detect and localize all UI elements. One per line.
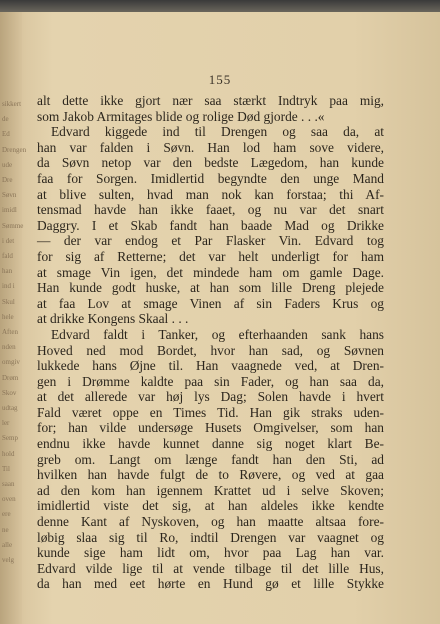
text-line: da han med eet hørte en Hund gø et lille Stykke — [37, 576, 384, 592]
text-line: ad den kom han igennem Krattet ud i selve Skoven; — [37, 482, 384, 498]
text-line: Edvard vilde lige til at vende tilbage til det lille Hus, — [37, 560, 384, 576]
facing-page-fragment: velg — [2, 556, 15, 564]
text-line: for; han vilde undersøge Husets Omgivelser, som han — [37, 420, 384, 436]
facing-page-fragment: alle — [2, 540, 13, 549]
facing-page-fragment: ude — [2, 160, 13, 169]
body-text — [37, 93, 384, 592]
text-line: da Søvn netop var den bedste Lægedom, han kunde — [37, 155, 384, 171]
text-line: Fald været oppe en Times Tid. Han gik straks uden- — [37, 404, 384, 420]
text-line: hvilken han havde fulgt de to Røvere, og ved at gaa — [37, 467, 384, 483]
scan-top-edge — [0, 0, 440, 12]
text-line: at drikke Kongens Skaal . . . — [37, 311, 189, 327]
facing-page-fragment: imidl — [2, 206, 17, 215]
text-line: Hoved ned mod Bordet, hvor han sad, og Søvnen — [37, 342, 384, 358]
facing-page-fragment: Skov — [2, 388, 17, 397]
text-line: Han kunde godt huske, at han som lille Dreng plejede — [37, 280, 384, 296]
text-line: at smage Vin igen, det mindede ham om gamle Dage. — [37, 264, 384, 280]
facing-page-fragment: oven — [2, 495, 16, 504]
text-line: som Jakob Armitages blide og rolige Død gjorde . . .« — [37, 108, 325, 124]
text-line: lukkede hans Øjne til. Han vaagnede ved, at Dren- — [37, 358, 384, 374]
text-line: gen i Drømme kaldte paa sin Fader, og han saa da, — [37, 373, 384, 389]
facing-page-fragment: ere — [2, 510, 11, 519]
facing-page-fragment: fald — [2, 252, 13, 260]
text-line: at faa Lov at smage Vinen af sin Faders Krus og — [37, 295, 384, 311]
text-line: han var falden i Søvn. Han lod ham sove videre, — [37, 139, 384, 155]
facing-page-fragment: Drengen — [2, 145, 27, 154]
text-line: at blive sulten, hvad man nok kan forstaa; thi Af- — [37, 186, 384, 202]
facing-page-fragment: ind i — [2, 282, 15, 291]
facing-page-fragment: ler — [2, 419, 10, 428]
text-line: endnu ikke havde kunnet danne sig noget klart Be- — [37, 436, 384, 452]
facing-page-fragment: omgiv — [2, 358, 20, 367]
facing-page-fragment: Dre — [2, 176, 13, 184]
facing-page-fragment: Søvn — [2, 191, 17, 200]
facing-page-fragment: han — [2, 267, 13, 276]
text-line: greb om. Langt om længe fandt han den Sti, ad — [37, 451, 384, 467]
page-number: 155 — [208, 72, 232, 87]
facing-page-fragment: Sømme — [2, 221, 24, 230]
text-line: Edvard kiggede ind til Drengen og saa da, at — [51, 124, 384, 140]
text-line: for sig af Retterne; det var helt underligt for ham — [37, 248, 384, 264]
facing-page-fragment: nden — [2, 343, 16, 352]
facing-page-fragment: sikkert — [2, 100, 22, 108]
text-line: imidlertid viste det sig, at han aldeles ikke kendte — [37, 498, 384, 514]
facing-page-fragment: hele — [2, 312, 14, 321]
facing-page-fragment: saan — [2, 480, 15, 488]
text-line: løbig slaa sig til Ro, indtil Drengen var vaagnet og — [37, 529, 384, 545]
facing-page-fragment: ne — [2, 525, 9, 534]
text-line: denne Kant af Nyskoven, og han maatte altsaa fore- — [37, 514, 384, 530]
text-line: at det allerede var høj lys Dag; Solen havde i hvert — [37, 389, 384, 405]
facing-page-fragment: Skul — [2, 297, 15, 306]
facing-page-fragment: Drøm — [2, 373, 19, 382]
facing-page-fragment: i det — [2, 236, 15, 245]
facing-page-fragment: de — [2, 115, 9, 124]
text-line: kunde sige ham lidt om, hvor paa Lag han var. — [37, 545, 384, 561]
facing-page-fragment: Ed — [2, 130, 10, 139]
text-line: Edvard faldt i Tanker, og efterhaanden sank hans — [51, 326, 384, 342]
text-line: faa for Sorgen. Imidlertid begyndte den unge Mand — [37, 170, 384, 186]
facing-page-fragment: Til — [2, 464, 10, 473]
text-line: Daggry. I et Skab fandt han baade Mad og Drikke — [37, 217, 384, 233]
facing-page-fragment: Semp — [2, 434, 18, 443]
facing-page-fragment: udtag — [2, 404, 18, 412]
facing-page-edge — [0, 12, 27, 624]
text-line: alt dette ikke gjort nær saa stærkt Indtryk paa mig, — [37, 93, 384, 108]
facing-page-fragment: Aften — [2, 328, 18, 336]
facing-page-fragment: hold — [2, 449, 15, 458]
text-line: tensmad havde han ikke faaet, og nu var det snart — [37, 202, 384, 218]
text-line: — der var endog et Par Flasker Vin. Edvard tog — [37, 233, 384, 249]
